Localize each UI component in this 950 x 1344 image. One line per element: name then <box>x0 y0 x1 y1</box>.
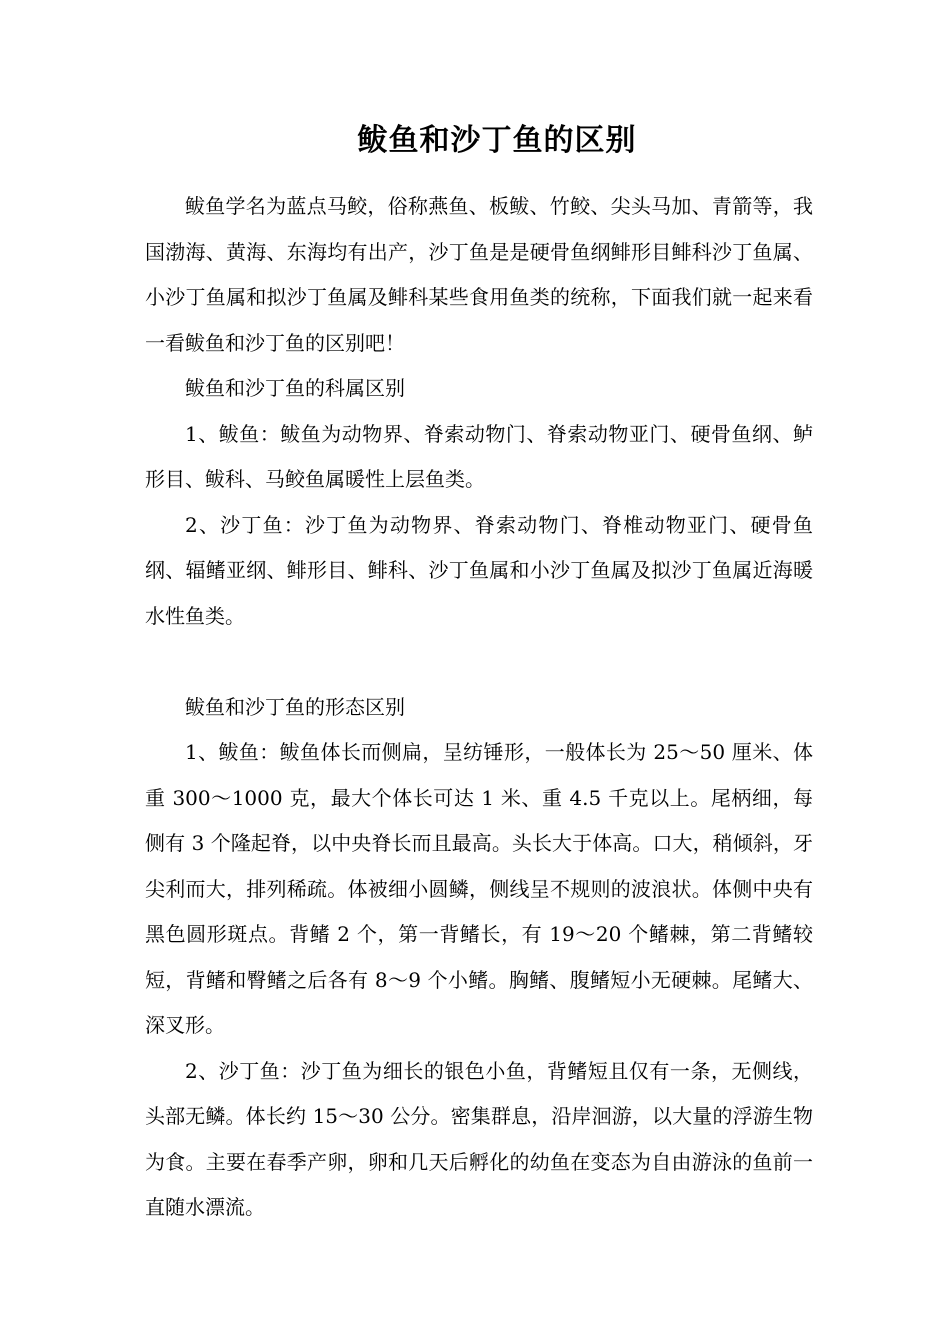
document-body <box>145 184 813 1231</box>
classification-item-mackerel: 1、鲅鱼：鲅鱼为动物界、脊索动物门、脊索动物亚门、硬骨鱼纲、鲈形目、鲅科、马鲛鱼属暖性上层鱼类。 <box>145 421 813 491</box>
morphology-item-sardine: 2、沙丁鱼：沙丁鱼为细长的银色小鱼，背鳍短且仅有一条，无侧线，头部无鳞。体长约 15～30 公分。密集群息，沿岸洄游，以大量的浮游生物为食。主要在春季产卵，卵和几天后孵化的幼鱼在变态为自由游泳的鱼前一直随水漂流。 <box>145 1058 813 1219</box>
morphology-item-mackerel: 1、鲅鱼：鲅鱼体长而侧扁，呈纺锤形，一般体长为 25～50 厘米、体重 300～1000 克，最大个体长可达 1 米、重 4.5 千克以上。尾柄细，每侧有 3 个隆起脊，以中央脊长而且最高。头长大于体高。口大，稍倾斜，牙尖利而大，排列稀疏。体被细小圆鳞，侧线呈不规则的波浪状。体侧中央有黑色圆形斑点。背鳍 2 个，第一背鳍长，有 19～20 个鳍棘，第二背鳍较短，背鳍和臀鳍之后各有 8～9 个小鳍。胸鳍、腹鳍短小无硬棘。尾鳍大、深叉形。 <box>145 740 813 1037</box>
intro-paragraph: 鲅鱼学名为蓝点马鲛，俗称燕鱼、板鲅、竹鲛、尖头马加、青箭等，我国渤海、黄海、东海均有出产，沙丁鱼是是硬骨鱼纲鲱形目鲱科沙丁鱼属、小沙丁鱼属和拟沙丁鱼属及鲱科某些食用鱼类的统称，下面我们就一起来看一看鲅鱼和沙丁鱼的区别吧！ <box>145 194 813 355</box>
document-title: 鲅鱼和沙丁鱼的区别 <box>357 123 637 158</box>
document-page <box>145 118 813 1231</box>
section-heading-morphology: 鲅鱼和沙丁鱼的形态区别 <box>185 694 405 719</box>
classification-item-sardine: 2、沙丁鱼：沙丁鱼为动物界、脊索动物门、脊椎动物亚门、硬骨鱼纲、辐鳍亚纲、鲱形目、鲱科、沙丁鱼属和小沙丁鱼属及拟沙丁鱼属近海暖水性鱼类。 <box>145 512 813 628</box>
blank-line <box>145 639 813 685</box>
section-heading-classification: 鲅鱼和沙丁鱼的科属区别 <box>185 376 405 400</box>
